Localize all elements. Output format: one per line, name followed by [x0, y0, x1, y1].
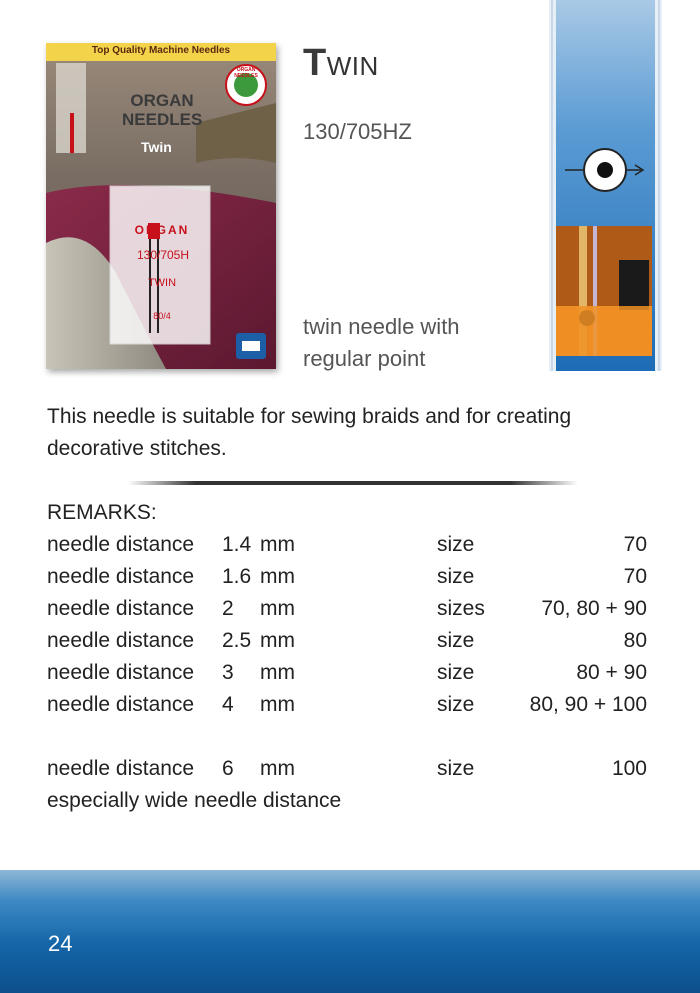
product-code: 130/705HZ — [303, 119, 412, 144]
row-name: needle distance — [47, 661, 195, 684]
machine-logo-icon — [236, 333, 266, 359]
row-sizes: 70 — [623, 533, 647, 556]
row-unit: mm — [260, 565, 295, 588]
remarks-label: REMARKS: — [47, 501, 157, 524]
package-banner: Top Quality Machine Needles — [91, 45, 231, 56]
spacer — [47, 721, 647, 753]
row-value: 2 — [222, 597, 234, 620]
package-brand: ORGAN NEEDLES — [122, 91, 203, 129]
row-value: 4 — [222, 693, 234, 716]
row-name: needle distance — [47, 533, 195, 556]
row-sizes: 80, 90 + 100 — [529, 693, 647, 716]
row-name: needle distance — [47, 757, 195, 780]
product-title — [303, 42, 379, 85]
remarks-row-wide — [47, 753, 647, 785]
row-name: needle distance — [47, 565, 195, 588]
remarks-row — [47, 593, 647, 625]
product-description: twin needle with regular point — [303, 314, 460, 371]
row-size-label: sizes — [437, 597, 485, 620]
row-unit: mm — [260, 629, 295, 652]
point-symbol-icon — [565, 147, 645, 193]
row-sizes: 100 — [611, 757, 647, 780]
row-sizes: 80 + 90 — [576, 661, 647, 684]
page-number: 24 — [48, 931, 73, 956]
row-sizes: 70, 80 + 90 — [541, 597, 647, 620]
remarks-row — [47, 625, 647, 657]
package-image — [46, 43, 276, 369]
row-size-label: size — [437, 533, 475, 556]
row-value: 1.6 — [222, 565, 252, 588]
intro-text: This needle is suitable for sewing braids and for creating decorative stitches. — [47, 405, 572, 460]
title-initial: T — [303, 42, 327, 84]
row-value: 3 — [222, 661, 234, 684]
row-sizes: 70 — [623, 565, 647, 588]
remarks-row — [47, 689, 647, 721]
row-unit: mm — [260, 757, 295, 780]
footer-band — [0, 870, 700, 993]
remarks-row — [47, 529, 647, 561]
row-unit: mm — [260, 661, 295, 684]
row-unit: mm — [260, 597, 295, 620]
row-value: 6 — [222, 757, 234, 780]
point-type-strip — [549, 0, 662, 371]
row-unit: mm — [260, 533, 295, 556]
row-size-label: size — [437, 757, 475, 780]
row-size-label: size — [437, 629, 475, 652]
remarks-row — [47, 657, 647, 689]
row-sizes: 80 — [623, 629, 647, 652]
row-value: 1.4 — [222, 533, 252, 556]
title-rest: WIN — [326, 51, 379, 81]
remarks-section — [47, 497, 647, 817]
row-value: 2.5 — [222, 629, 252, 652]
row-size-label: size — [437, 693, 475, 716]
row-size-label: size — [437, 661, 475, 684]
wide-note: especially wide needle distance — [47, 789, 342, 812]
card-code: 130/705H — [136, 248, 190, 262]
fabric-closeup-image — [556, 226, 652, 356]
card-brand: ORGAN — [134, 223, 190, 237]
row-name: needle distance — [47, 597, 195, 620]
card-type: TWIN — [147, 277, 177, 289]
row-name: needle distance — [47, 629, 195, 652]
row-name: needle distance — [47, 693, 195, 716]
card-size: 80/4 — [153, 311, 171, 321]
remarks-row — [47, 561, 647, 593]
row-unit: mm — [260, 693, 295, 716]
seal-badge: ORGAN NEEDLES — [234, 67, 258, 79]
package-type: Twin — [141, 139, 172, 155]
divider — [128, 481, 578, 485]
row-size-label: size — [437, 565, 475, 588]
